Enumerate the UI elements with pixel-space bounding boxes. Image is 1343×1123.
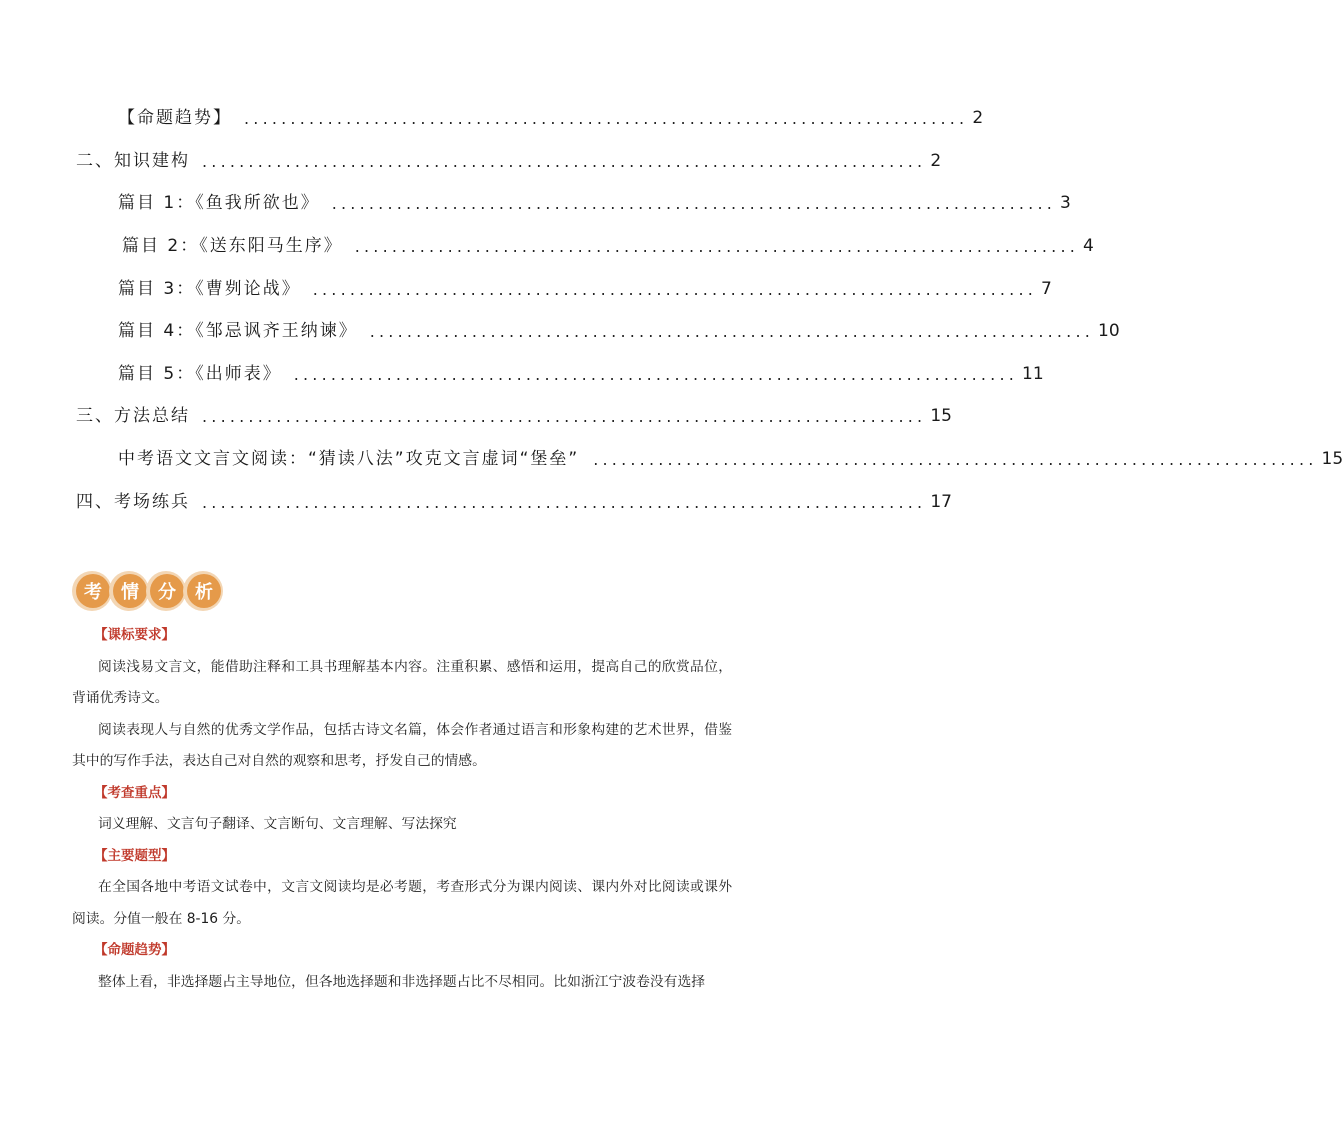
paragraph: 在全国各地中考语文试卷中，文言文阅读均是必考题，考查形式分为课内阅读、课内外对比阅读或课外阅读。分值一般在 8-16 分。 xyxy=(72,879,732,927)
toc-item[interactable] xyxy=(118,98,984,128)
toc-leader: .............................................................................. xyxy=(202,152,927,171)
paragraph: 整体上看，非选择题占主导地位，但各地选择题和非选择题占比不尽相同。比如浙江宁波卷没有选择 xyxy=(98,973,706,990)
toc-label: 篇目 5：《出师表》 xyxy=(118,364,282,384)
toc-leader: .............................................................................. xyxy=(331,194,1057,213)
toc-label: 【命题趋势】 xyxy=(118,108,232,128)
toc-label: 篇目 2：《送东阳马生序》 xyxy=(122,236,343,256)
toc-page-number: 2 xyxy=(930,151,942,171)
toc-page-number: 3 xyxy=(1060,193,1071,213)
toc-page-number: 15 xyxy=(930,406,952,426)
section-heading: 【考查重点】 xyxy=(94,784,175,801)
toc-leader: .............................................................................. xyxy=(354,237,1080,256)
toc-label: 三、方法总结 xyxy=(76,406,190,426)
toc-item[interactable] xyxy=(118,439,1343,469)
toc-item[interactable] xyxy=(118,269,1052,299)
toc-label: 中考语文文言文阅读：“猜读八法”攻克文言虚词“堡垒” xyxy=(118,449,580,469)
toc-label: 篇目 3：《曹刿论战》 xyxy=(118,279,301,299)
toc-page-number: 15 xyxy=(1321,449,1343,469)
toc-leader: .............................................................................. xyxy=(293,365,1019,384)
toc-page-number: 10 xyxy=(1098,321,1120,341)
banner-char: 情 xyxy=(113,574,147,608)
toc-item[interactable] xyxy=(118,183,1071,213)
section-heading: 【命题趋势】 xyxy=(94,942,175,958)
toc-leader: .............................................................................. xyxy=(312,280,1038,299)
toc-page-number: 2 xyxy=(972,108,984,128)
toc-item[interactable] xyxy=(118,354,1044,384)
section-banner xyxy=(72,563,224,621)
toc-item[interactable] xyxy=(118,311,1120,341)
banner-circle xyxy=(146,571,186,611)
banner-circle xyxy=(183,571,223,611)
toc-page-number: 11 xyxy=(1022,364,1044,384)
analysis-content xyxy=(72,620,732,998)
paragraph: 阅读浅易文言文，能借助注释和工具书理解基本内容。注重积累、感悟和运用，提高自己的欣赏品位，背诵优秀诗文。 xyxy=(72,658,732,706)
toc-page-number: 17 xyxy=(930,492,952,512)
toc-leader: .............................................................................. xyxy=(244,109,969,128)
paragraph: 阅读表现人与自然的优秀文学作品，包括古诗文名篇，体会作者通过语言和形象构建的艺术世界，借鉴其中的写作手法，表达自己对自然的观察和思考，抒发自己的情感。 xyxy=(72,721,732,769)
toc-label: 篇目 1：《鱼我所欲也》 xyxy=(118,193,320,213)
toc-item[interactable] xyxy=(122,226,1094,256)
banner-char: 考 xyxy=(76,574,110,608)
toc-leader: .............................................................................. xyxy=(369,322,1095,341)
toc-page-number: 4 xyxy=(1083,236,1094,256)
toc-item[interactable] xyxy=(76,141,942,171)
banner-char: 分 xyxy=(150,574,184,608)
toc-leader: .............................................................................. xyxy=(202,493,927,512)
toc-item[interactable] xyxy=(76,396,952,426)
banner-circle xyxy=(109,571,149,611)
section-heading: 【主要题型】 xyxy=(94,847,175,864)
toc-label: 篇目 4：《邹忌讽齐王纳谏》 xyxy=(118,321,358,341)
section-heading: 【课标要求】 xyxy=(94,627,175,643)
toc-item[interactable] xyxy=(76,482,952,512)
toc-leader: .............................................................................. xyxy=(593,450,1318,469)
toc-page-number: 7 xyxy=(1041,279,1052,299)
toc-leader: .............................................................................. xyxy=(202,407,927,426)
toc-label: 四、考场练兵 xyxy=(76,492,190,512)
banner-circle xyxy=(72,571,112,611)
toc-label: 二、知识建构 xyxy=(76,151,190,171)
banner-char: 析 xyxy=(187,574,221,608)
paragraph: 词义理解、文言句子翻译、文言断句、文言理解、写法探究 xyxy=(98,816,457,832)
